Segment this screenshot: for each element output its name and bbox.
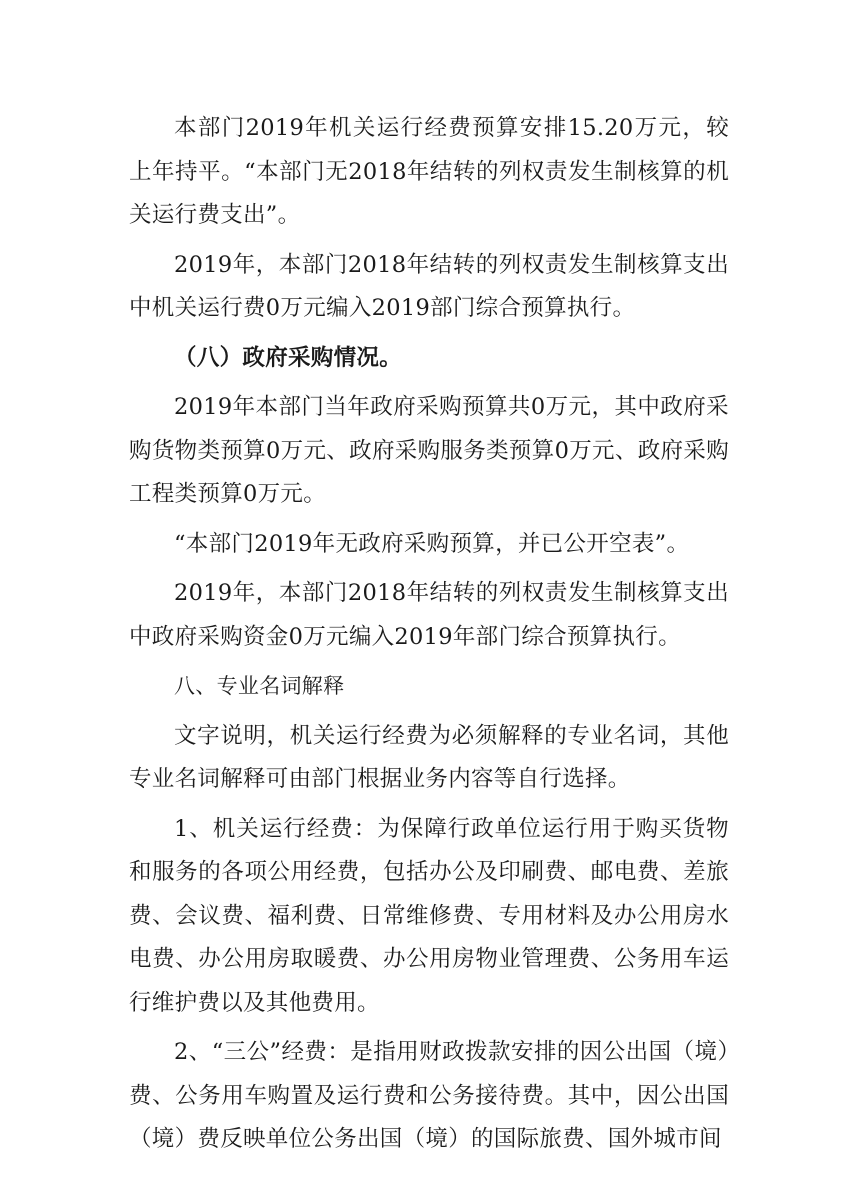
paragraph-term-admin-operating: 1、机关运行经费：为保障行政单位运行用于购买货物和服务的各项公用经费，包括办公及印刷费、邮电费、差旅费、会议费、福利费、日常维修费、专用材料及办公用房水电费、办公用房取暖费、办公用房物业管理费、公务用车运行维护费以及其他费用。 bbox=[129, 815, 729, 1016]
paragraph-procurement-budget: 2019年本部门当年政府采购预算共0万元，其中政府采购货物类预算0万元、政府采购服务类预算0万元、政府采购工程类预算0万元。 bbox=[129, 394, 729, 507]
paragraph-term-three-public: 2、“三公”经费：是指用财政拨款安排的因公出国（境）费、公务用车购置及运行费和公务接待费。其中，因公出国（境）费反映单位公务出国（境）的国际旅费、国外城市间 bbox=[129, 1039, 729, 1152]
paragraph-admin-operating-carryover: 2019年，本部门2018年结转的列权责发生制核算支出中机关运行费0万元编入2019部门综合预算执行。 bbox=[129, 251, 729, 321]
document-body bbox=[129, 107, 729, 1168]
paragraph-procurement-carryover: 2019年，本部门2018年结转的列权责发生制核算支出中政府采购资金0万元编入2019年部门综合预算执行。 bbox=[129, 580, 729, 650]
heading-government-procurement: （八）政府采购情况。 bbox=[174, 344, 403, 371]
paragraph-admin-operating-budget: 本部门2019年机关运行经费预算安排15.20万元，较上年持平。“本部门无2018年结转的列权责发生制核算的机关运行费支出”。 bbox=[129, 115, 729, 228]
paragraph-procurement-empty-table: “本部门2019年无政府采购预算，并已公开空表”。 bbox=[174, 530, 690, 557]
paragraph-terminology-note: 文字说明，机关运行经费为必须解释的专业名词，其他专业名词解释可由部门根据业务内容等自行选择。 bbox=[129, 722, 729, 792]
heading-terminology: 八、专业名词解释 bbox=[174, 674, 345, 698]
